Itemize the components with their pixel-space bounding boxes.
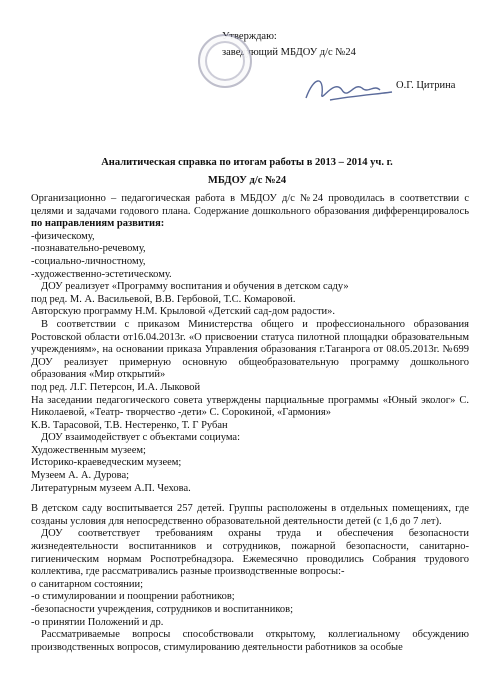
seal-icon [198,34,252,88]
list-item: -познавательно-речевому, [31,243,146,255]
paragraph-text: Организационно – педагогическая работа в МБДОУ д/с №24 проводилась в соответствии с целями и задачами годового плана. Содержание дошкольного образования дифференцировалось [31,193,469,217]
paragraph: На заседании педагогического совета утверждены парциальные программы «Юный эколог» С. Николаевой, «Театр- творчество -дети» С. Сорокиной, «Гармония» [31,394,469,419]
paragraph: под ред. Л.Г. Петерсон, И.А. Лыковой [31,381,201,393]
list-item: -безопасности учреждения, сотрудников и воспитанников; [31,604,294,615]
list-item: -о стимулировании и поощрении работников; [31,591,235,603]
document-subtitle: МБДОУ д/с №24 [207,175,287,186]
paragraph: К.В. Тарасовой, Т.В. Нестеренко, Т. Г Рубан [31,419,228,431]
approval-label: Утверждаю: [222,31,277,42]
paragraph: В детском саду воспитывается 257 детей. Группы расположены в отдельных помещениях, где созданы условия для непосредственно образовательной деятельности детей (с 1,6 до 7 лет). [31,503,469,527]
approval-position: заведующий МБДОУ д/с №24 [222,47,356,58]
paragraph: ДОУ взаимодействует с объектами социума: [41,432,240,444]
list-item: -художественно-эстетическому. [31,268,172,280]
paragraph: Рассматриваемые вопросы способствовали открытому, коллегиальному обсуждению производственных вопросов, стимулированию деятельности работников за особые [31,629,469,653]
paragraph: ДОУ реализует «Программу воспитания и обучения в детском саду» [41,281,349,293]
list-item: Художественным музеем; [31,444,146,456]
list-item: -физическому, [31,230,95,242]
list-item: -социально-личностному, [31,255,146,267]
list-item: Литературным музеем А.П. Чехова. [31,482,191,494]
document-body [31,193,469,654]
paragraph: В соответствии с приказом Министерства общего и профессионального образования Ростовской области от16.04.2013г. «О присвоении статуса пилотной площадки образовательным учреждениям», на основании приказа Управления образования г.Таганрога от 08.05.2013г. №699 ДОУ реализует примерную основную общеобразовательную программу дошкольного образования «Мир открытий» [31,318,469,381]
document-title: Аналитическая справка по итогам работы в 2013 – 2014 уч. г. [101,157,393,168]
paragraph-bold: по направлениям развития: [31,218,165,230]
signatory-name: О.Г. Цитрина [396,80,456,91]
list-item: Музеем А. А. Дурова; [31,470,130,482]
paragraph [31,193,469,231]
list-item: о санитарном состоянии; [31,578,144,590]
paragraph: под ред. М. А. Васильевой, В.В. Гербовой, Т.С. Комаровой. [31,293,296,305]
paragraph: Авторскую программу Н.М. Крыловой «Детский сад-дом радости». [31,306,336,318]
list-item: -о принятии Положений и др. [31,616,164,628]
list-item: Историко-краеведческим музеем; [31,457,182,469]
paragraph: ДОУ соответствует требованиям охраны труда и обеспечения безопасности жизнедеятельности воспитанников и сотрудников, пожарной безопасности, санитарно-гигиеническим нормам Роспотребнадзора. Ежемесячно проводились Собрания трудового коллектива, где рассматривались разные производственные вопросы:- [31,528,469,578]
